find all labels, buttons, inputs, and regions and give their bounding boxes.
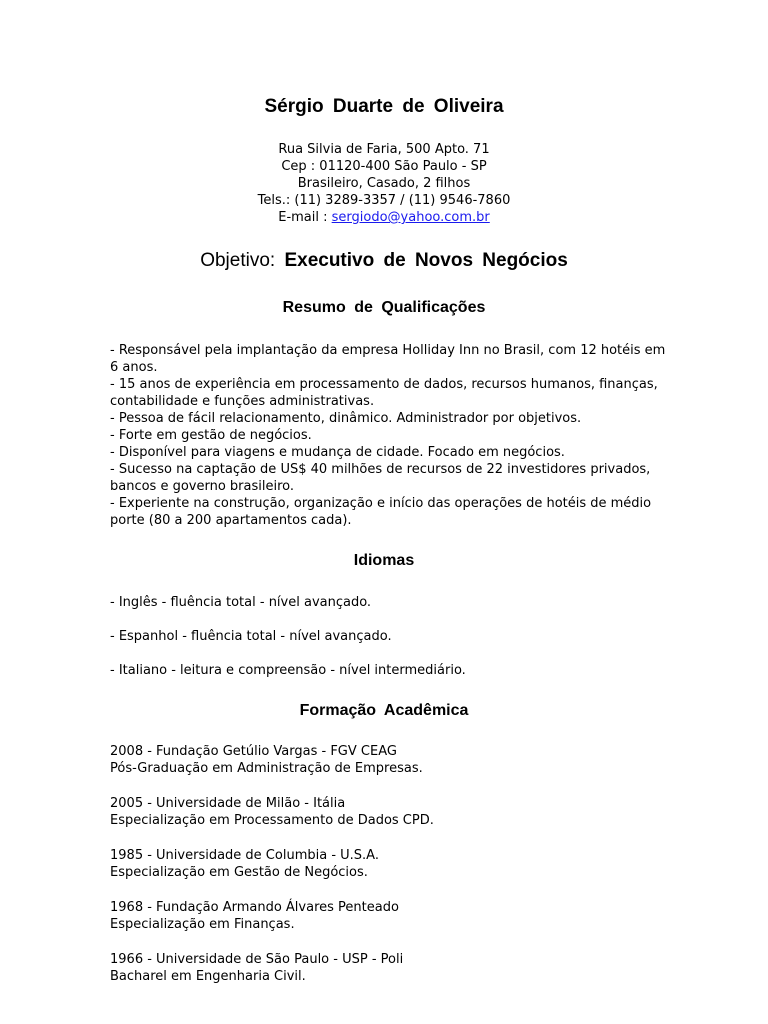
qualifications-list xyxy=(110,342,670,529)
education-institution: 1968 - Fundação Armando Álvares Penteado xyxy=(110,900,399,915)
list-item: - Responsável pela implantação da empresa Holliday Inn no Brasil, com 12 hotéis em 6 anos. xyxy=(110,343,666,375)
list-item: - Forte em gestão de negócios. xyxy=(110,428,312,443)
languages-title: Idiomas xyxy=(353,552,415,569)
phones-line: Tels.: (11) 3289-3357 / (11) 9546-7860 xyxy=(257,193,511,208)
objective-heading xyxy=(0,250,768,272)
education-item xyxy=(110,951,670,985)
objective-label: Objetivo: xyxy=(200,250,276,271)
education-title: Formação Acadêmica xyxy=(299,702,469,719)
address-line: Rua Silvia de Faria, 500 Apto. 71 xyxy=(278,142,490,157)
email-line xyxy=(0,209,768,226)
list-item: - Inglês - fluência total - nível avançado. xyxy=(110,595,372,610)
objective-value: Executivo de Novos Negócios xyxy=(284,250,568,271)
cep-line: Cep : 01120-400 São Paulo - SP xyxy=(281,159,487,174)
list-item: - Experiente na construção, organização e início das operações de hotéis de médio porte (80 a 200 apartamentos cada). xyxy=(110,496,652,528)
education-degree: Pós-Graduação em Administração de Empresas. xyxy=(110,761,423,776)
personal-info-line: Brasileiro, Casado, 2 filhos xyxy=(297,176,471,191)
email-label: E-mail : xyxy=(278,210,332,225)
education-item xyxy=(110,847,670,881)
education-item xyxy=(110,743,670,777)
education-institution: 1985 - Universidade de Columbia - U.S.A. xyxy=(110,848,379,863)
email-link[interactable]: sergiodo@yahoo.com.br xyxy=(331,210,490,225)
list-item: - Pessoa de fácil relacionamento, dinâmico. Administrador por objetivos. xyxy=(110,411,582,426)
qualifications-title: Resumo de Qualificações xyxy=(282,299,486,316)
education-list xyxy=(110,743,670,1003)
education-degree: Especialização em Finanças. xyxy=(110,917,295,932)
education-institution: 1966 - Universidade de São Paulo - USP - Poli xyxy=(110,952,404,967)
education-degree: Especialização em Processamento de Dados CPD. xyxy=(110,813,434,828)
education-degree: Bacharel em Engenharia Civil. xyxy=(110,969,306,984)
education-institution: 2005 - Universidade de Milão - Itália xyxy=(110,796,346,811)
contact-block xyxy=(0,141,768,226)
list-item: - Sucesso na captação de US$ 40 milhões de recursos de 22 investidores privados, bancos e governo brasileiro. xyxy=(110,462,651,494)
education-item xyxy=(110,795,670,829)
education-degree: Especialização em Gestão de Negócios. xyxy=(110,865,368,880)
education-item xyxy=(110,899,670,933)
candidate-name: Sérgio Duarte de Oliveira xyxy=(264,96,504,117)
list-item: - Italiano - leitura e compreensão - nível intermediário. xyxy=(110,663,466,678)
education-institution: 2008 - Fundação Getúlio Vargas - FGV CEAG xyxy=(110,744,397,759)
list-item: - Disponível para viagens e mudança de cidade. Focado em negócios. xyxy=(110,445,565,460)
languages-list xyxy=(110,594,670,696)
list-item: - Espanhol - fluência total - nível avançado. xyxy=(110,629,392,644)
list-item: - 15 anos de experiência em processamento de dados, recursos humanos, finanças, contabilidade e funções administrativas. xyxy=(110,377,658,409)
